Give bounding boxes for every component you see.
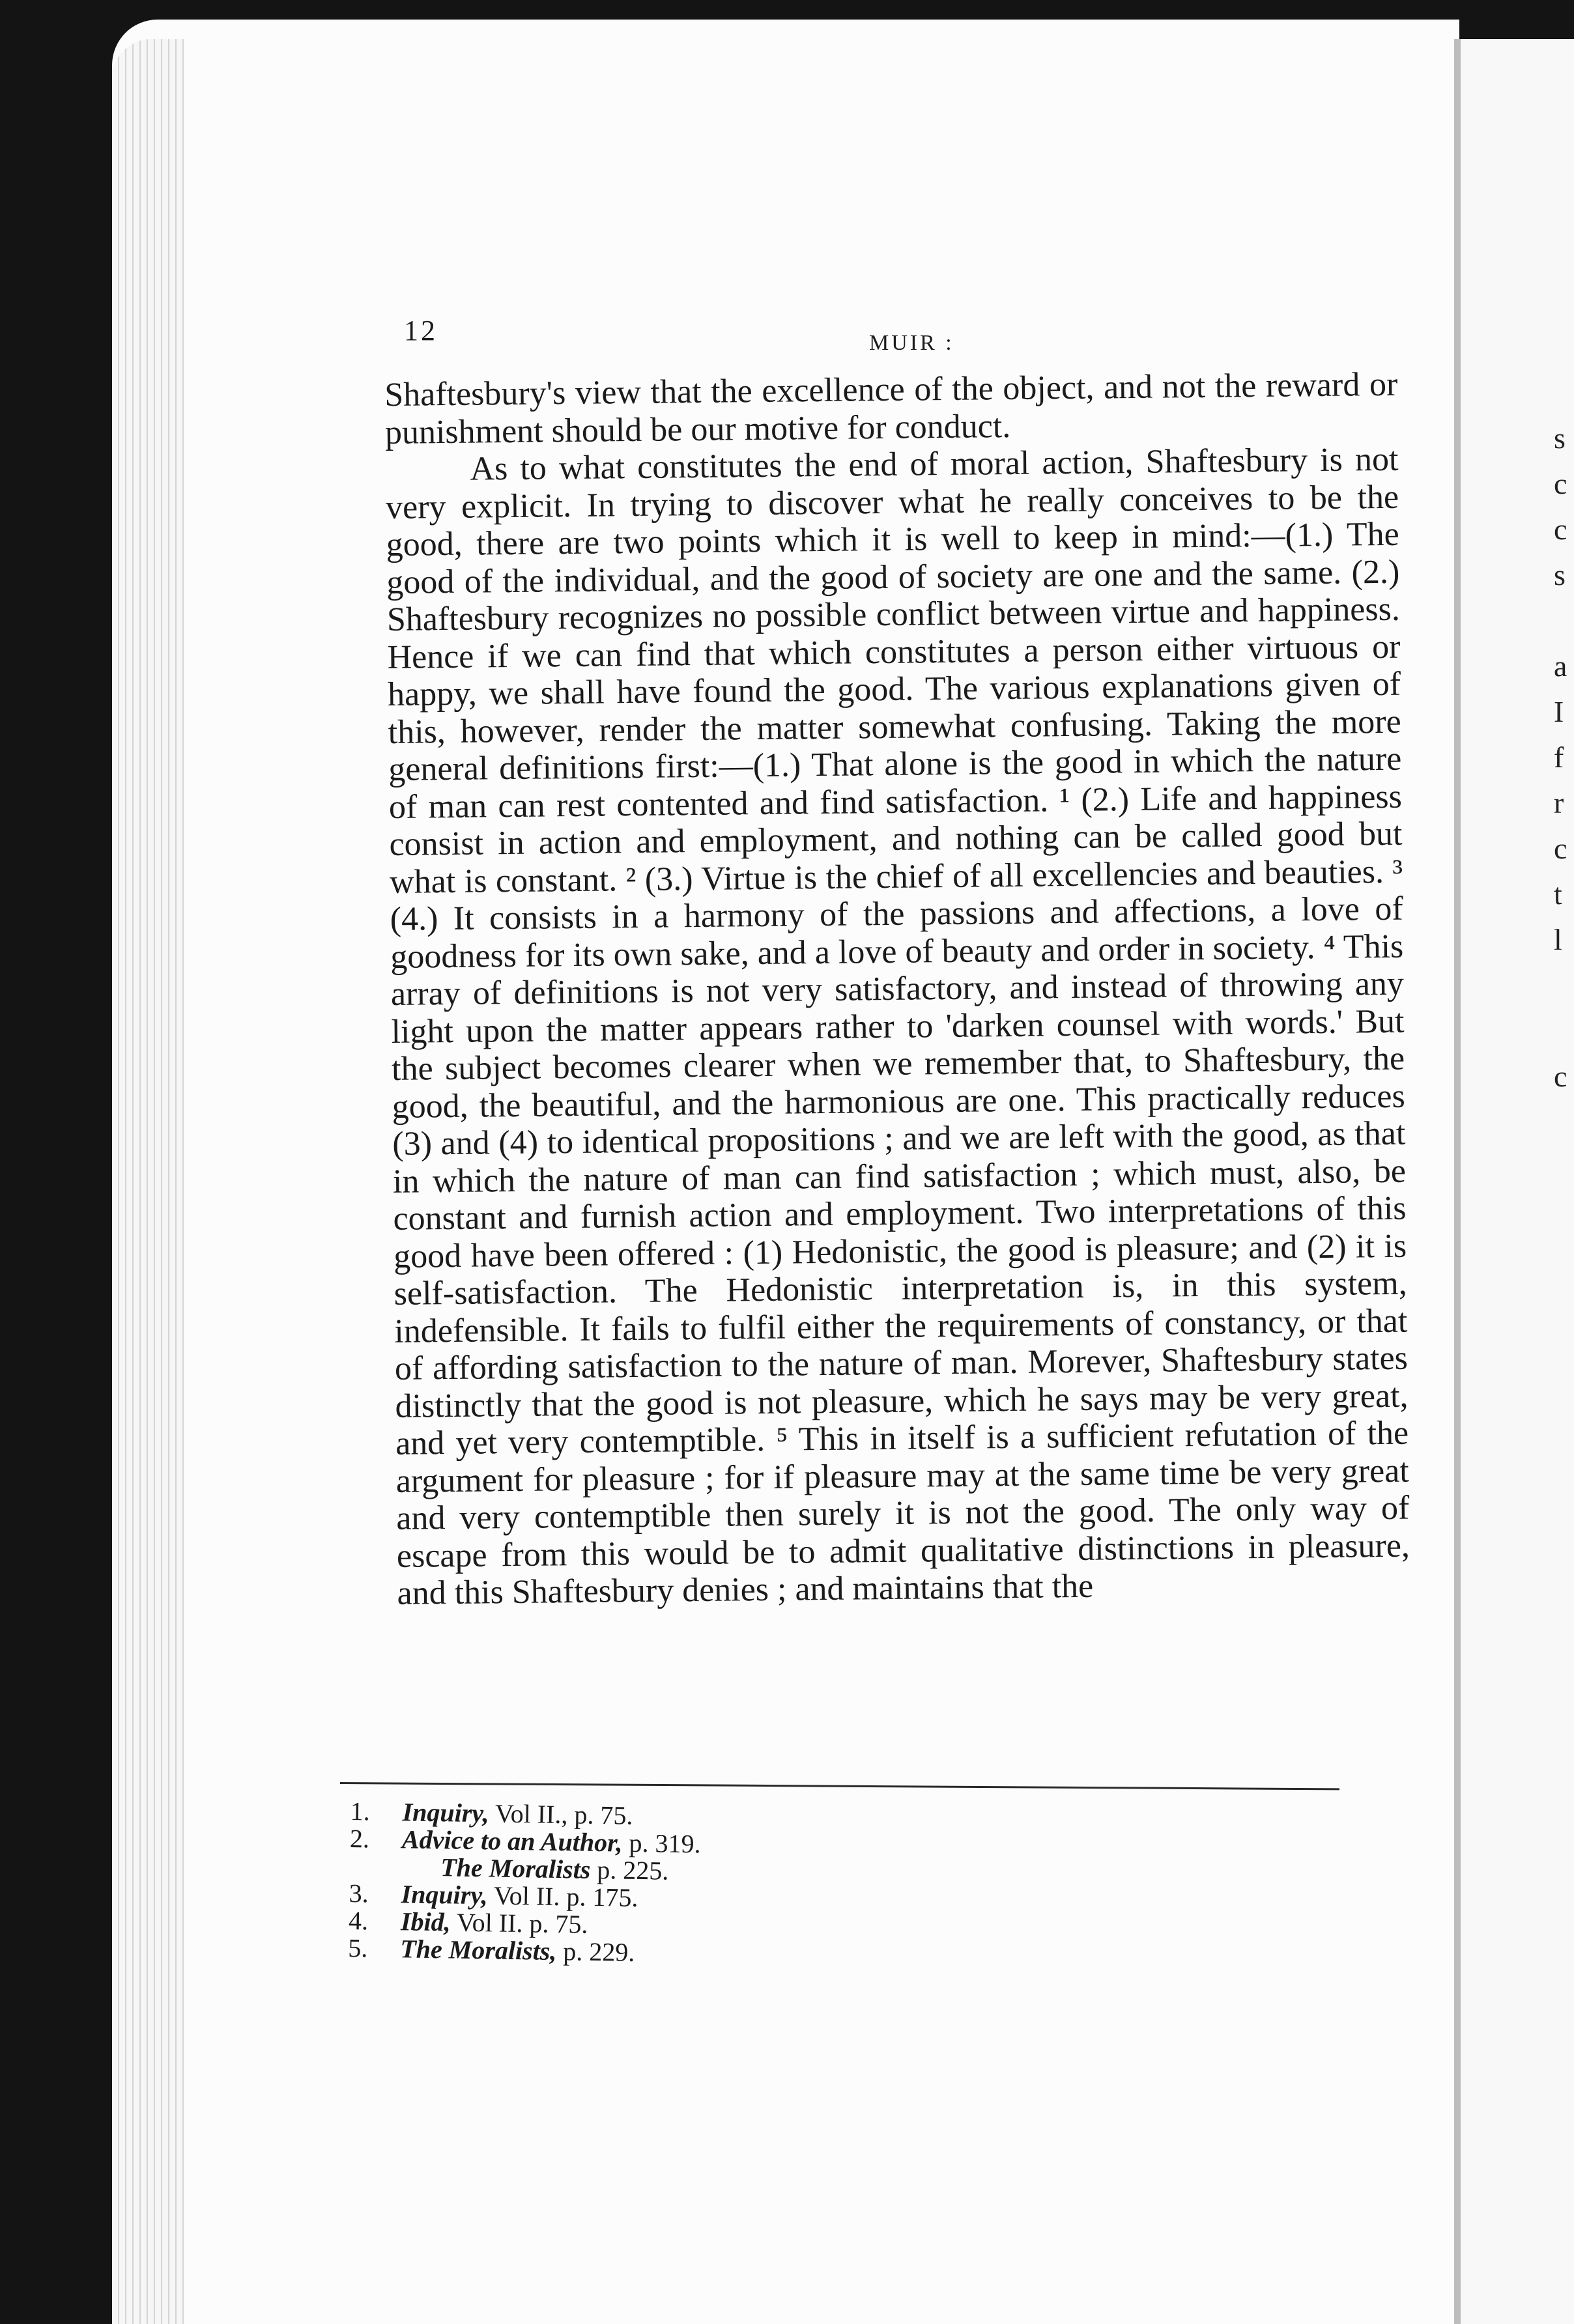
facing-letter: t bbox=[1554, 877, 1562, 911]
facing-letter: c bbox=[1554, 1060, 1567, 1093]
paragraph: Shaftesbury's view that the excellence of the object, and not the reward or punishment should be our motive for conduct. bbox=[384, 365, 1398, 451]
footnote-number: 3. bbox=[349, 1878, 369, 1908]
footnote-number: 2. bbox=[349, 1823, 370, 1854]
footnote-ref: Vol II., p. 75. bbox=[494, 1798, 633, 1830]
footnote-title: The Moralists bbox=[440, 1852, 591, 1884]
footnotes bbox=[348, 1798, 1197, 1975]
paragraph: As to what constitutes the end of moral action, Shaftesbury is not very explicit. In trying to discover what he really conceives to be the good, there are two points which it is well to keep in mind:—(1.) The good of the individual, and the good of society are one and the same. (2.) Shaftesbury recognizes no possible conflict between virtue and happiness. Hence if we can find that which constitutes a person either virtuous or happy, we shall have found the good. The various explanations given of this, however, render the matter somewhat confusing. Taking the more general definitions first:—(1.) That alone is the good in which the nature of man can rest contented and find satisfaction. ¹ (2.) Life and happiness consist in action and employment, and nothing can be called good but what is constant. ² (3.) Virtue is the chief of all excellencies and beauties. ³ (4.) It consists in a harmony of the passions and affections, a love of goodness for its own sake, and a love of beauty and order in society. ⁴ This array of definitions is not very satisfactory, and instead of throwing any light upon the matter appears rather to 'darken counsel with words.' But the subject becomes clearer when we remember that, to Shaftesbury, the good, the beautiful, and the harmonious are one. This practically reduces (3) and (4) to identical propositions ; and we are left with the good, as that in which the nature of man can find satisfaction ; which must, also, be constant and furnish action and employment. Two interpretations of this good have been offered : (1) Hedonistic, the good is pleasure; and (2) it is self-satisfaction. The Hedonistic interpretation is, in this system, indefensible. It fails to fulfil either the requirements of constancy, or that of affording satisfaction to the nature of man. Morever, Shaftesbury states distinctly that the good is not pleasure, which he says may be very great, and yet very contemptible. ⁵ This in itself is a sufficient refutation of the argument for pleasure ; for if pleasure may at the same time be very great and very contemptible then surely it is not the good. The only way of escape from this would be to admit qualitative distinctions in pleasure, and this Shaftesbury denies ; and maintains that the bbox=[385, 440, 1410, 1612]
footnote-title: The Moralists, bbox=[400, 1934, 557, 1966]
facing-letter: r bbox=[1554, 786, 1564, 819]
page-edges bbox=[112, 39, 184, 2324]
footnote-number: 4. bbox=[348, 1905, 369, 1936]
facing-letter: s bbox=[1554, 558, 1566, 591]
footnote-ref: Vol II. p. 75. bbox=[456, 1907, 588, 1939]
footnote-title: Ibid, bbox=[400, 1906, 451, 1937]
facing-letter bbox=[1554, 606, 1573, 651]
facing-letter: f bbox=[1554, 741, 1564, 774]
book-gutter bbox=[1454, 39, 1461, 2324]
page-number: 12 bbox=[404, 315, 438, 347]
footnote-title: Inquiry, bbox=[402, 1797, 490, 1828]
facing-letter: c bbox=[1554, 467, 1567, 500]
footnote-ref: p. 229. bbox=[563, 1936, 635, 1967]
facing-letter: c bbox=[1554, 832, 1567, 865]
footnote-ref: p. 319. bbox=[629, 1828, 701, 1859]
footnote-number: 1. bbox=[350, 1796, 371, 1826]
footnote-number bbox=[350, 1852, 389, 1853]
facing-letter: c bbox=[1554, 513, 1567, 546]
footnote-ref: p. 225. bbox=[597, 1854, 669, 1886]
facing-page bbox=[1461, 39, 1574, 2324]
footnote-number: 5. bbox=[348, 1933, 368, 1963]
footnote-ref: Vol II. p. 175. bbox=[493, 1880, 638, 1912]
body-text bbox=[384, 366, 1410, 1613]
footnote-title: Inquiry, bbox=[401, 1879, 489, 1910]
facing-letter: s bbox=[1554, 421, 1566, 455]
facing-letter: a bbox=[1554, 649, 1567, 683]
facing-page-letters bbox=[1554, 423, 1573, 1107]
facing-letter bbox=[1554, 971, 1573, 1016]
footnote-title: Advice to an Author, bbox=[401, 1824, 623, 1858]
facing-letter: l bbox=[1554, 923, 1562, 956]
running-title: MUIR : bbox=[869, 331, 954, 355]
facing-letter bbox=[1554, 1016, 1573, 1062]
facing-letter: I bbox=[1554, 695, 1564, 728]
